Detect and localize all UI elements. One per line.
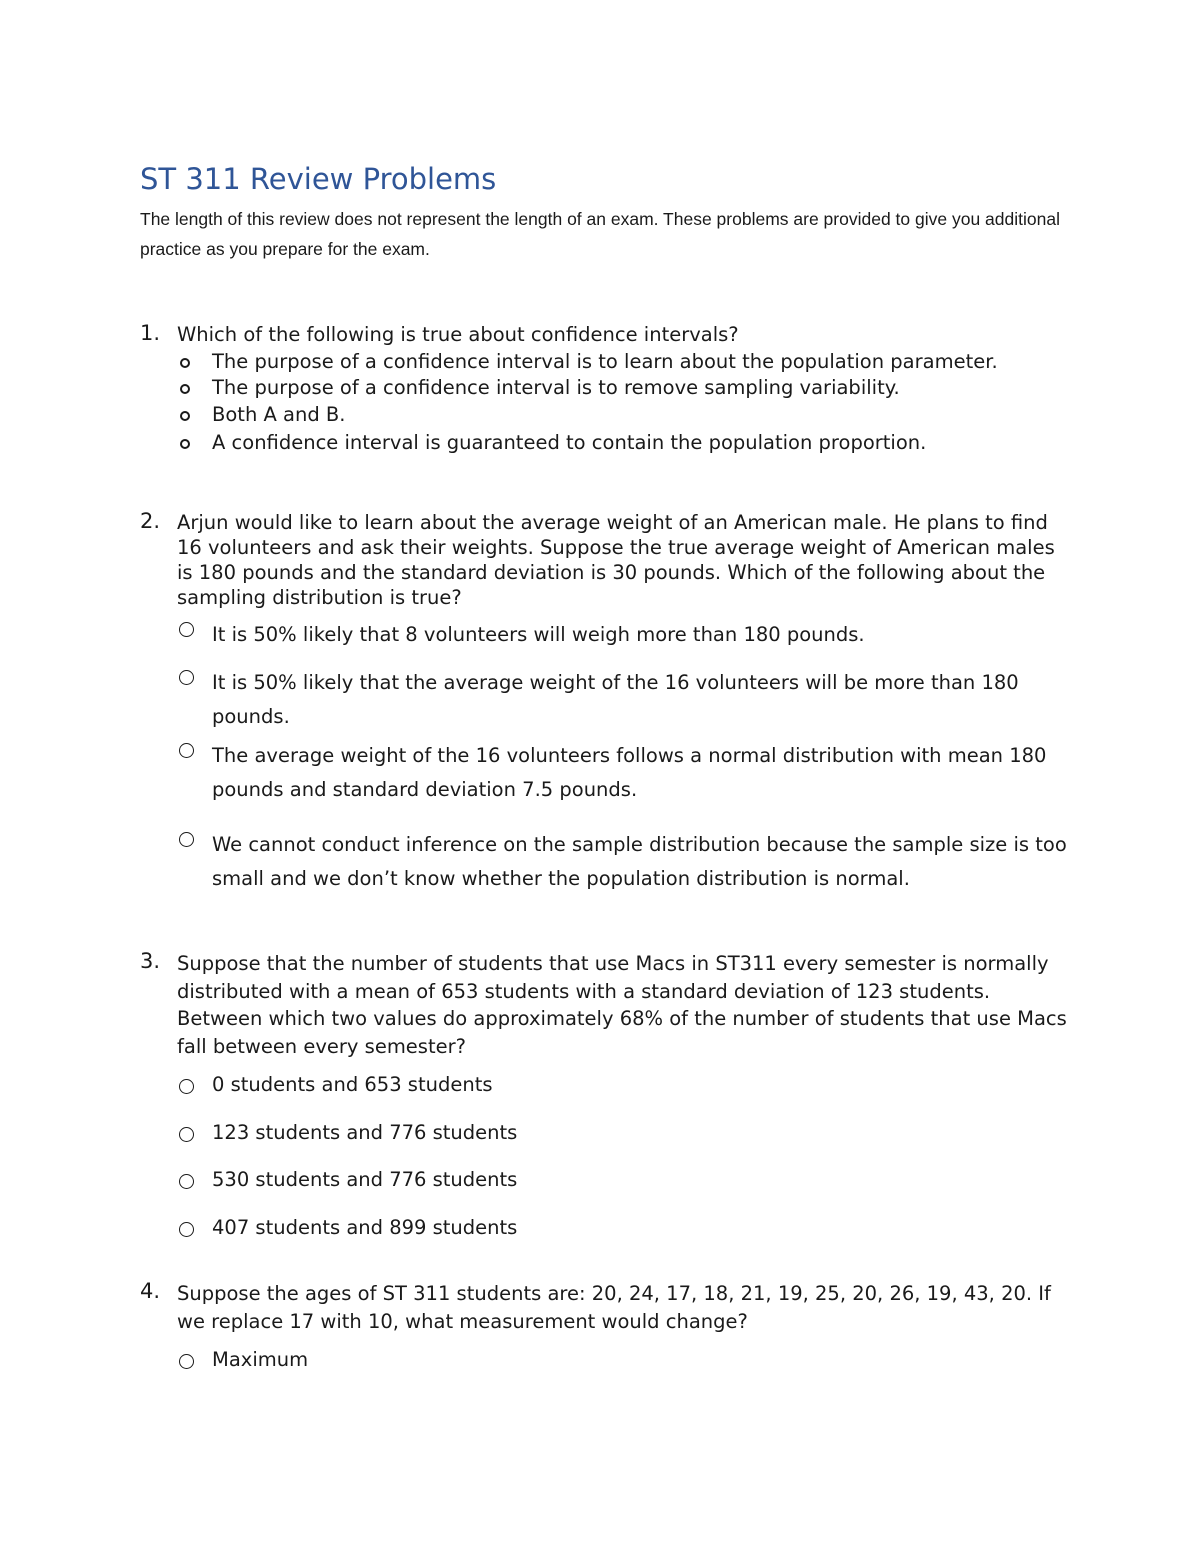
radio-circle-icon[interactable] [179, 832, 194, 847]
answer-option[interactable] [140, 1347, 1070, 1373]
question-number: 3. [140, 949, 161, 973]
question-1 [140, 322, 1070, 456]
option [140, 430, 1070, 456]
option-text: 407 students and 899 students [212, 1216, 518, 1239]
option-list [140, 1347, 1070, 1373]
answer-option[interactable] [140, 1215, 1070, 1241]
question-3 [140, 950, 1070, 1241]
option-text: 123 students and 776 students [212, 1121, 518, 1144]
radio-circle-icon[interactable] [179, 1127, 194, 1142]
option-text: The purpose of a confidence interval is to remove sampling variability. [212, 376, 900, 399]
page-title: ST 311 Review Problems [140, 162, 497, 196]
option-text: Maximum [212, 1348, 309, 1371]
option-text: Both A and B. [212, 403, 346, 426]
option-list [140, 1072, 1070, 1241]
answer-option[interactable] [140, 1167, 1070, 1193]
option-text: 530 students and 776 students [212, 1168, 518, 1191]
bullet-icon [180, 439, 190, 449]
question-text: Suppose that the number of students that use Macs in ST311 every semester is normally distributed with a mean of 653 students with a standard deviation of 123 students. Between which two values do approximately 68% of the number of students that use Macs fall between every semester? [177, 952, 1067, 1058]
option [140, 349, 1070, 375]
answer-option[interactable] [140, 1120, 1070, 1146]
option-text: 0 students and 653 students [212, 1073, 493, 1096]
answer-option[interactable] [140, 739, 1070, 807]
radio-circle-icon[interactable] [179, 743, 194, 758]
option [140, 375, 1070, 401]
question-number: 4. [140, 1279, 161, 1303]
option-text: The average weight of the 16 volunteers follows a normal distribution with mean 180 pounds and standard deviation 7.5 pounds. [212, 744, 1047, 801]
option-text: The purpose of a confidence interval is to learn about the population parameter. [212, 350, 998, 373]
option-text: It is 50% likely that the average weight of the 16 volunteers will be more than 180 pounds. [212, 671, 1019, 728]
question-number: 1. [140, 321, 161, 345]
option [140, 402, 1070, 428]
bullet-icon [180, 411, 190, 421]
answer-option[interactable] [140, 666, 1070, 734]
radio-circle-icon[interactable] [179, 1079, 194, 1094]
radio-circle-icon[interactable] [179, 670, 194, 685]
bullet-icon [180, 384, 190, 394]
radio-circle-icon[interactable] [179, 1222, 194, 1237]
question-text: Suppose the ages of ST 311 students are: 20, 24, 17, 18, 21, 19, 25, 20, 26, 19, 43, 20. If we replace 17 with 10, what measurement would change? [177, 1282, 1051, 1333]
radio-circle-icon[interactable] [179, 622, 194, 637]
answer-option[interactable] [140, 1072, 1070, 1098]
radio-circle-icon[interactable] [179, 1354, 194, 1369]
question-number: 2. [140, 509, 161, 533]
option-list [140, 618, 1070, 896]
option-text: A confidence interval is guaranteed to contain the population proportion. [212, 431, 927, 454]
answer-option[interactable] [140, 618, 1070, 652]
answer-option[interactable] [140, 828, 1070, 896]
intro-paragraph: The length of this review does not represent the length of an exam. These problems are provided to give you additional practice as you prepare for the exam. [140, 209, 1060, 259]
option-list [140, 349, 1070, 456]
question-text: Arjun would like to learn about the average weight of an American male. He plans to find 16 volunteers and ask their weights. Suppose the true average weight of American males is 180 pounds and the standard deviation is 30 pounds. Which of the following about the sampling distribution is true? [177, 511, 1055, 609]
option-text: We cannot conduct inference on the sample distribution because the sample size is too small and we don’t know whether the population distribution is normal. [212, 833, 1067, 890]
radio-circle-icon[interactable] [179, 1174, 194, 1189]
bullet-icon [180, 358, 190, 368]
option-text: It is 50% likely that 8 volunteers will weigh more than 180 pounds. [212, 623, 865, 646]
question-2 [140, 510, 1070, 896]
question-4 [140, 1280, 1070, 1373]
question-text: Which of the following is true about confidence intervals? [177, 323, 739, 346]
